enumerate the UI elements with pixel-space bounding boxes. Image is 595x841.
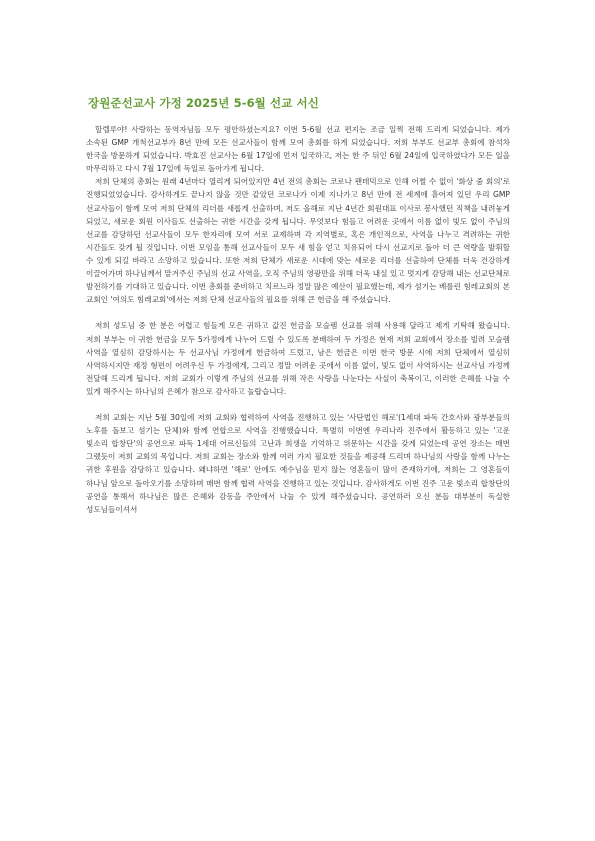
paragraph-general-assembly: 저희 단체의 총회는 원래 4년마다 열리게 되어있지만 4년 전의 총회는 코로나 팬데믹으로 인해 어쩔 수 없이 '화상 줌 회의'로 진행되었었습니다. 감사하게도 끝나지 않을 것만 같았던 코로나가 이제 지나가고 8년 만에 전 세계에 흩어져 있던 우리 GMP 선교사들이 함께 모여 저희 단체의 리더를 새롭게 선출하며, 저도 올해로 지난 4년간 회원대표 이사로 봉사했던 직책을 내려놓게 되었고, 새로운 회원 이사들도 선출하는 귀한 시간을 갖게 됩니다. 무엇보다 힘들고 어려운 곳에서 이름 없이 빛도 없이 주님의 선교를 감당하던 선교사들이 모두 한자리에 모여 서로 교제하며 각 지역별로, 혹은 개인적으로, 사역을 나누고 격려하는 귀한 시간들도 갖게 될 것입니다. 이번 모임을 통해 선교사들이 모두 새 힘을 얻고 치유되어 다시 선교지로 돌아 더 큰 역량을 발휘할 수 있게 되길 바라고 소망하고 있습니다. 또한 저희 단체가 새로운 시대에 맞는 새로운 리더를 선출하여 단체를 더욱 건강하게 이끌어가며 하나님께서 맡겨주신 주님의 선교 사역을, 오직 주님의 영광만을 위해 더욱 내실 있고 멋지게 감당해 내는 선교단체로 발전하기를 기대하고 있습니다. 이번 총회를 준비하고 치르느라 정말 많은 예산이 필요했는데, 제가 섬기는 베를린 힘레교회의 본 교회인 '여의도 힘레교회'에서는 저희 단체 선교사들의 필요를 위해 큰 헌금을 해 주셨습니다. <box>86 177 510 305</box>
paragraph-offering: 저희 성도님 중 한 분은 어렵고 힘들게 모은 귀하고 값진 헌금을 모슬렘 선교를 위해 사용해 달라고 제게 기탁해 왔습니다. 저희 부부는 이 귀한 헌금을 모두 5가정에게 나누어 드릴 수 있도록 분배하여 두 가정은 현재 저희 교회에서 장소를 빌려 모슬렘 사역을 열심히 감당하시는 두 선교사님 가정에게 헌금하여 드렸고, 남은 헌금은 이번 한국 방문 시에 저희 단체에서 열심히 사역하시지만 재정 형편이 어려우신 두 가정에게, 그리고 정말 어려운 곳에서 이름 없이, 빛도 없이 사역하시는 선교사님 가정께 전달해 드리게 됩니다. 저희 교회가 이렇게 주님의 선교를 위해 작은 사랑을 나눈다는 사실이 축복이고, 이러한 은혜를 나눌 수 있게 해주시는 하나님의 은혜가 참으로 감사하고 놀랍습니다. <box>86 321 510 396</box>
paragraph-heero-concert: 저희 교회는 지난 5월 30일에 저희 교회와 협력하여 사역을 진행하고 있는 '사단법인 해로'(1세대 파독 간호사와 광부분들의 노후를 돌보고 섬기는 단체)와 함께 연합으로 사역을 진행했습니다. 특별히 이번엔 우리나라 진주에서 활동하고 있는 '고운 빛소리 합창단'의 공연으로 파독 1세대 어르신들의 고난과 희생을 기억하고 위문하는 시간을 갖게 되었는데 공연 장소는 매번 그랬듯이 저희 교회의 목입니다. 저희 교회는 장소와 함께 여러 가지 필요한 것들을 제공해 드리며 하나님의 사랑을 함께 나누는 귀한 후원을 감당하고 있습니다. 왜냐하면 '해로' 안에도 예수님을 믿지 않는 영혼들이 많이 존재하기에, 저희는 그 영혼들이 하나님 앞으로 돌아오기를 소망하며 매번 함께 협력 사역을 진행하고 있는 것입니다. 감사하게도 이번 진주 고운 빛소리 합창단의 공연을 통해서 하나님은 많은 은혜와 감동을 주안에서 나눌 수 있게 해주셨습니다. 공연하러 오신 분들 대부분이 독실한 성도님들이셔서 <box>86 413 510 514</box>
paragraph-spacer <box>86 306 510 319</box>
letter-body <box>86 123 510 516</box>
paragraph-spacer <box>86 398 510 411</box>
letter-title: 장원준선교사 가정 2025년 5-6월 선교 서신 <box>88 96 319 110</box>
paragraph-greeting: 할렐루야! 사랑하는 동역자님들 모두 평안하셨는지요? 이번 5-6월 선교 편지는 조금 일찍 전해 드리게 되었습니다. 제가 소속된 GMP 개척선교부가 8년 만에 모든 선교사들이 함께 모여 총회를 하게 되었습니다. 저희 부부도 선교부 총회에 참석차 한국을 방문하게 되었습니다. 박효진 선교사는 6월 17일에 먼저 입국하고, 저는 한 주 뒤인 6월 24일에 입국하였다가 모든 일을 마무리하고 다시 7월 17일에 독일로 돌아가게 됩니다. <box>86 125 510 174</box>
